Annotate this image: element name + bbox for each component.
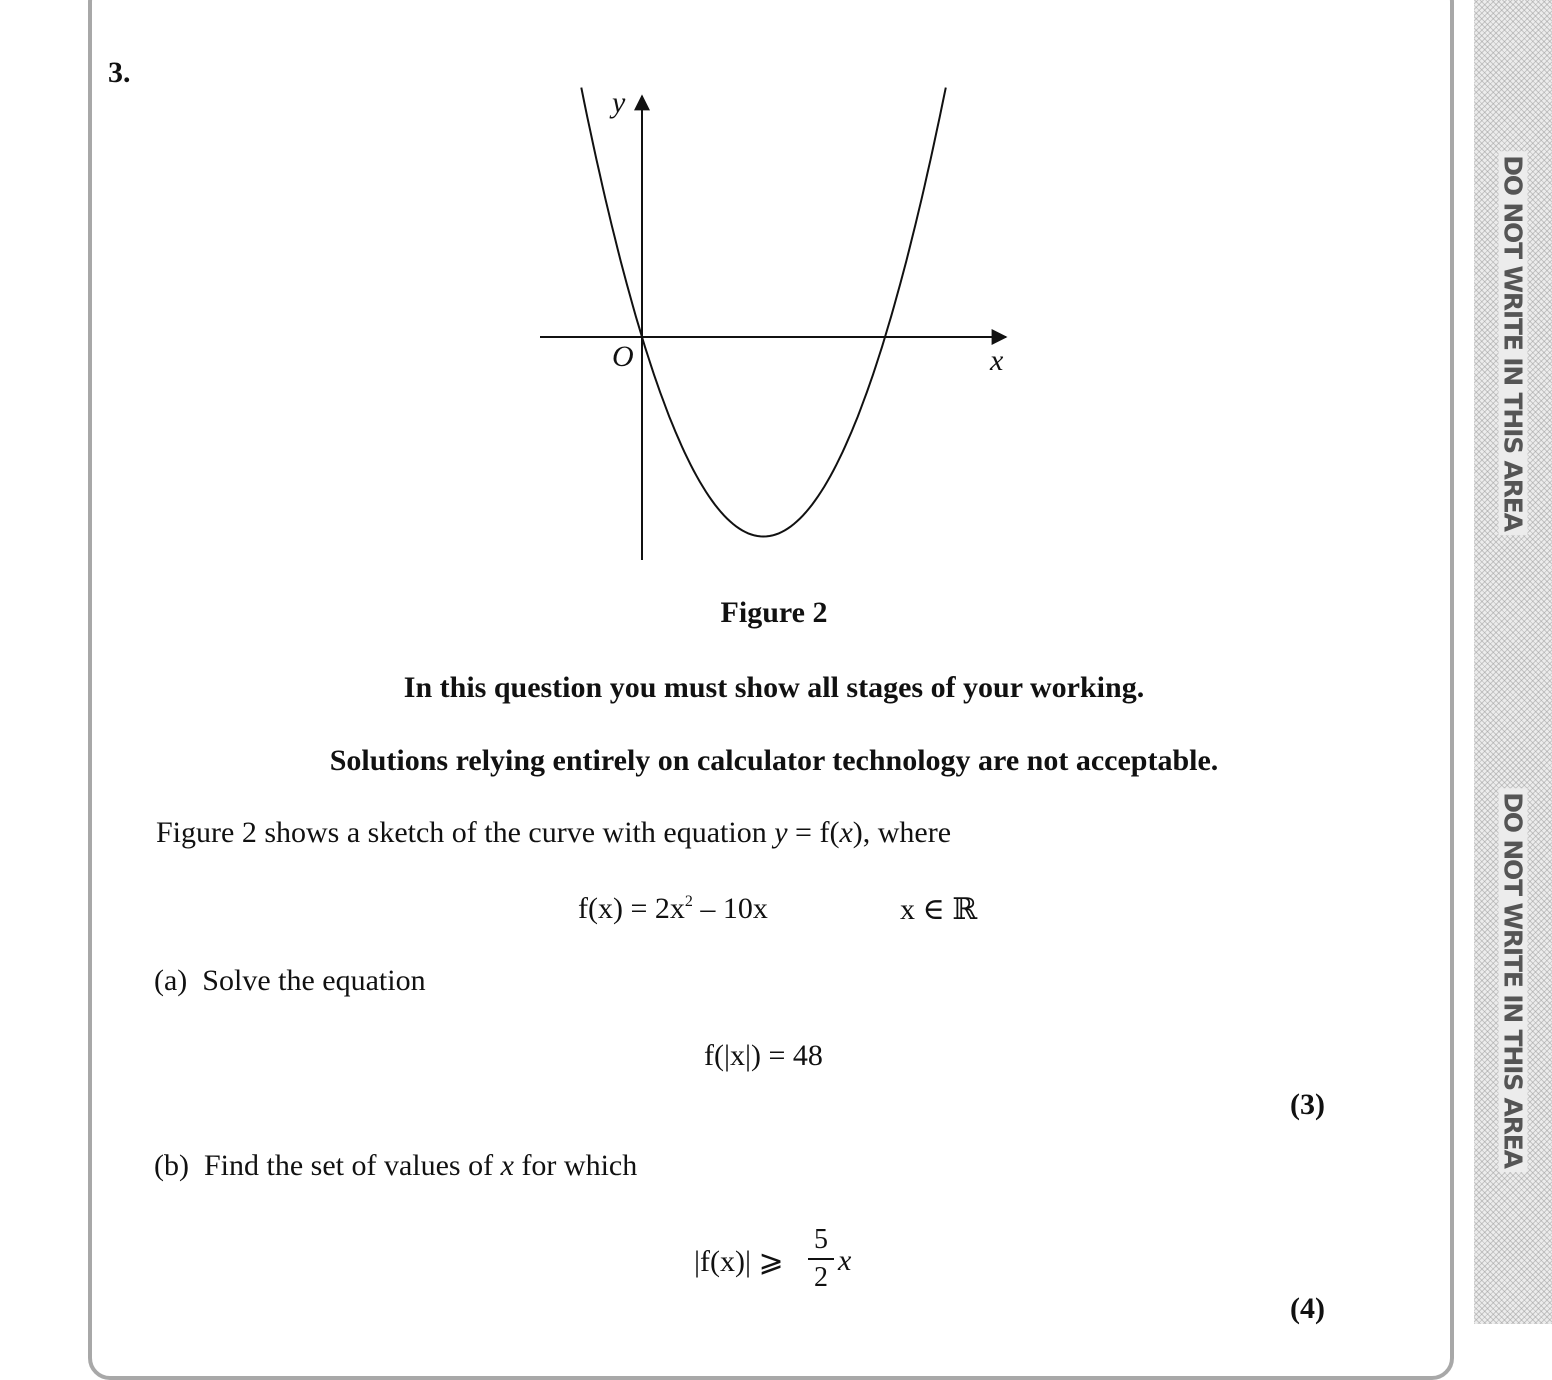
margin-warning-bottom: DO NOT WRITE IN THIS AREA xyxy=(1499,788,1528,1172)
function-definition: $f(x) = 2x^2 - 10x$ xyxy=(578,892,768,925)
part-b-prompt: (b) Find the set of values of x for which xyxy=(154,1149,638,1182)
intro-sentence: Figure 2 shows a sketch of the curve with equation y = f(x), where xyxy=(156,816,952,849)
part-b-marks: (4) xyxy=(1290,1292,1325,1325)
margin-warning-top: DO NOT WRITE IN THIS AREA xyxy=(1499,151,1528,535)
part-a-marks: (3) xyxy=(1290,1088,1325,1121)
part-a-prompt: (a) Solve the equation xyxy=(154,964,426,997)
function-domain: x ∈ ℝ xyxy=(900,893,978,926)
origin-label: O xyxy=(612,340,634,373)
inequality-variable: x xyxy=(838,1244,852,1277)
part-a-equation: f(|x|) = 48 xyxy=(704,1039,823,1072)
figure-2-graph xyxy=(0,0,1552,600)
figure-caption: Figure 2 xyxy=(720,596,828,629)
instruction-calculator: Solutions relying entirely on calculator technology are not acceptable. xyxy=(329,744,1219,777)
inequality-fraction xyxy=(808,1224,834,1294)
parabola-curve xyxy=(581,88,946,537)
fraction-numerator: 5 xyxy=(814,1224,828,1255)
instruction-working: In this question you must show all stages of your working. xyxy=(403,671,1145,704)
fraction-denominator: 2 xyxy=(814,1262,828,1293)
inequality-lhs: |f(x)| ⩾ xyxy=(694,1245,784,1278)
y-axis-label: y xyxy=(612,86,626,119)
question-number: 3. xyxy=(108,56,131,89)
x-axis-label: x xyxy=(990,344,1004,377)
